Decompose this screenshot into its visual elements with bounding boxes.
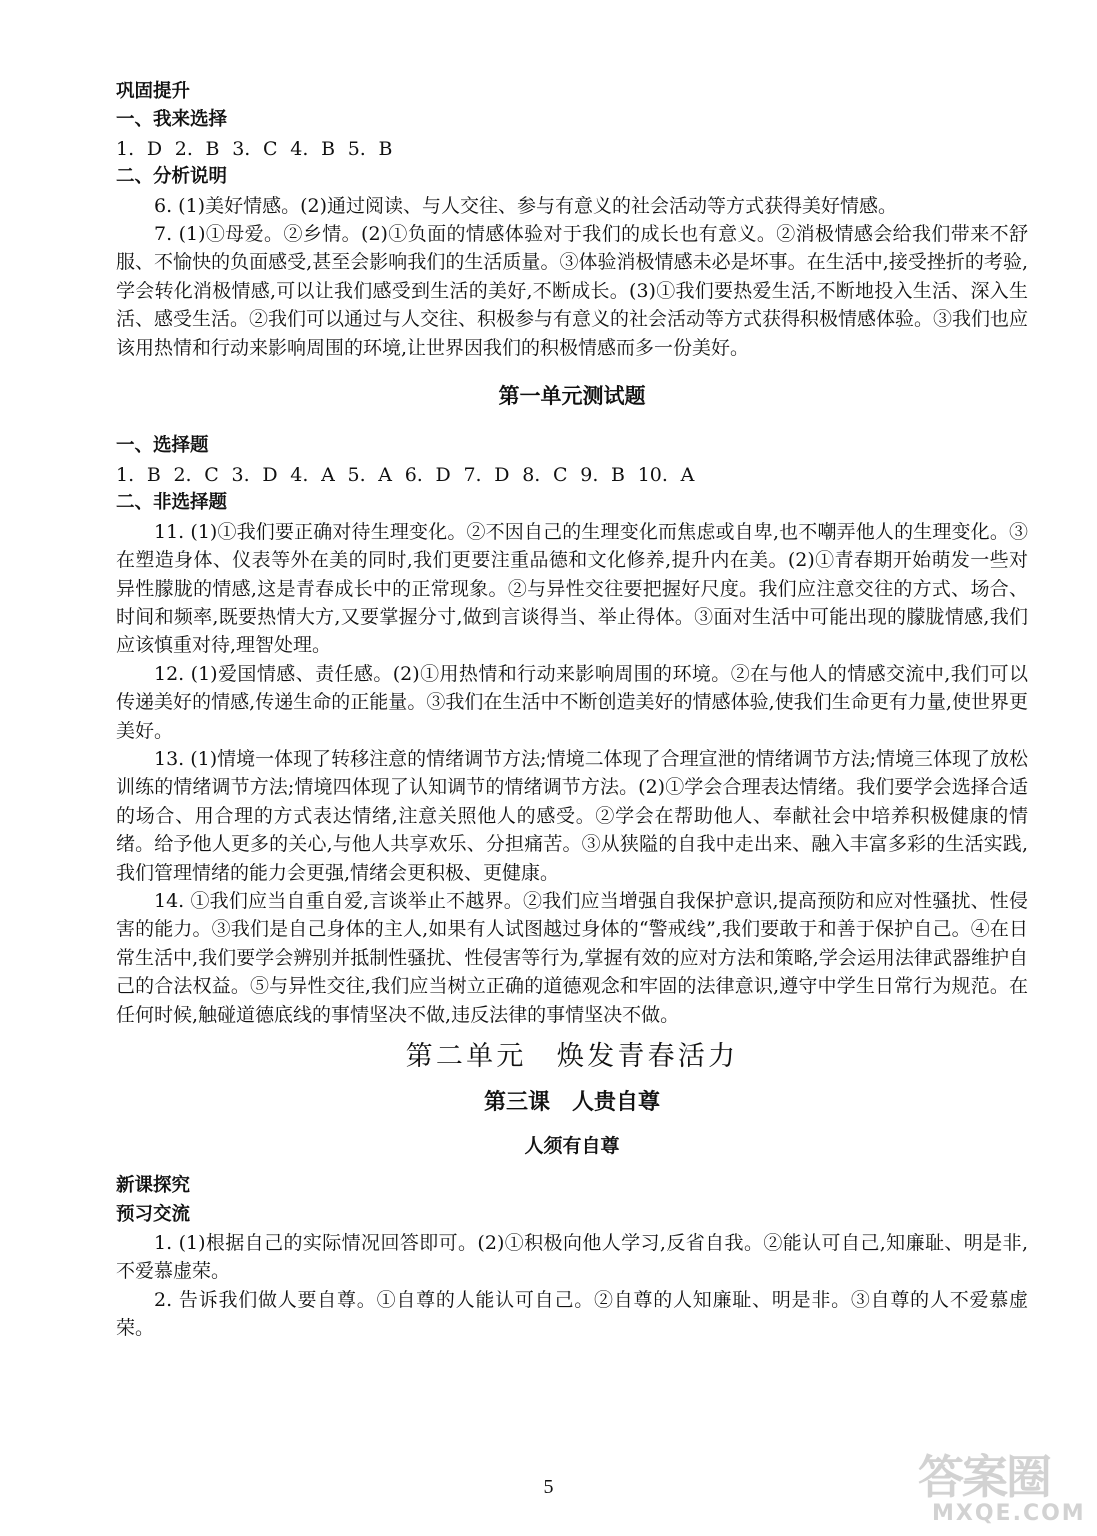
subheading-non-choice: 二、非选择题 <box>116 492 228 514</box>
topic-title: 人须有自尊 <box>524 1134 620 1157</box>
answer-page <box>116 78 1028 1343</box>
watermark-en: MXQE.COM <box>932 1501 1086 1526</box>
subheading-choice-questions: 一、选择题 <box>116 435 209 457</box>
unit-two-title: 第二单元 焕发青春活力 <box>405 1041 739 1072</box>
answer-q12: 12. (1)爱国情感、责任感。(2)①用热情和行动来影响周围的环境。②在与他人的情感交流中,我们可以传递美好的情感,传递生命的正能量。③我们在生活中不断创造美好的情感体验,使我们生命更有力量,使世界更美好。 <box>116 662 1028 742</box>
answer-q6: 6. (1)美好情感。(2)通过阅读、与人交往、参与有意义的社会活动等方式获得美好情感。 <box>154 194 897 217</box>
choice-answers: 1. D 2. B 3. C 4. B 5. B <box>116 137 393 160</box>
lesson-title: 第三课 人贵自尊 <box>483 1090 660 1116</box>
subheading-analysis: 二、分析说明 <box>116 166 228 188</box>
answer-q13: 13. (1)情境一体现了转移注意的情绪调节方法;情境二体现了合理宣泄的情绪调节方法;情境三体现了放松训练的情绪调节方法;情境四体现了认知调节的情绪调节方法。(2)①学会合理表达情绪。我们要学会选择合适的场合、用合理的方式表达情绪,注意关照他人的感受。②学会在帮助他人、奉献社会中培养积极健康的情绪。给予他人更多的关心,与他人共享欢乐、分担痛苦。③从狭隘的自我中走出来、融入丰富多彩的生活实践,我们管理情绪的能力会更强,情绪会更积极、更健康。 <box>116 747 1028 884</box>
subheading-choice: 一、我来选择 <box>116 109 228 131</box>
heading-consolidate: 巩固提升 <box>116 81 191 102</box>
test-choice-answers: 1. B 2. C 3. D 4. A 5. A 6. D 7. D 8. C 9. B 10. A <box>116 463 695 486</box>
unit-test-title: 第一单元测试题 <box>498 384 646 409</box>
answer-q7: 7. (1)①母爱。②乡情。(2)①负面的情感体验对于我们的成长也有意义。②消极情感会给我们带来不舒服、不愉快的负面感受,甚至会影响我们的生活质量。③体验消极情感未必是坏事。在生活中,接受挫折的考验,学会转化消极情感,可以让我们感受到生活的美好,不断成长。(3)①我们要热爱生活,不断地投入生活、深入生活、感受生活。②我们可以通过与人交往、积极参与有意义的社会活动等方式获得积极情感体验。③我们也应该用热情和行动来影响周围的环境,让世界因我们的积极情感而多一份美好。 <box>116 223 1029 359</box>
answer-preview-q2: 2. 告诉我们做人要自尊。①自尊的人能认可自己。②自尊的人知廉耻、明是非。③自尊的人不爱慕虚荣。 <box>116 1288 1028 1340</box>
watermark-cn: 答案圈 <box>918 1450 1050 1504</box>
answer-preview-q1: 1. (1)根据自己的实际情况回答即可。(2)①积极向他人学习,反省自我。②能认可自己,知廉耻、明是非,不爱慕虚荣。 <box>116 1232 1028 1283</box>
watermark-logo <box>918 1452 1088 1530</box>
answer-q14: 14. ①我们应当自重自爱,言谈举止不越界。②我们应当增强自我保护意识,提高预防和应对性骚扰、性侵害的能力。③我们是自己身体的主人,如果有人试图越过身体的“警戒线”,我们要敢于和善于保护自己。④在日常生活中,我们要学会辨别并抵制性骚扰、性侵害等行为,掌握有效的应对方法和策略,学会运用法律武器维护自己的合法权益。⑤与异性交往,我们应当树立正确的道德观念和牢固的法律意识,遵守中学生日常行为规范。在任何时候,触碰道德底线的事情坚决不做,违反法律的事情坚决不做。 <box>116 889 1028 1026</box>
heading-preview: 预习交流 <box>116 1203 191 1225</box>
page-number: 5 <box>543 1476 554 1498</box>
heading-new-lesson: 新课探究 <box>116 1175 191 1197</box>
answer-q11: 11. (1)①我们要正确对待生理变化。②不因自己的生理变化而焦虑或自卑,也不嘲弄他人的生理变化。③在塑造身体、仪表等外在美的同时,我们更要注重品德和文化修养,提升内在美。(2)①青春期开始萌发一些对异性朦胧的情感,这是青春成长中的正常现象。②与异性交往要把握好尺度。我们应注意交往的方式、场合、时间和频率,既要热情大方,又要掌握分寸,做到言谈得当、举止得体。③面对生活中可能出现的朦胧情感,我们应该慎重对待,理智处理。 <box>116 520 1028 657</box>
